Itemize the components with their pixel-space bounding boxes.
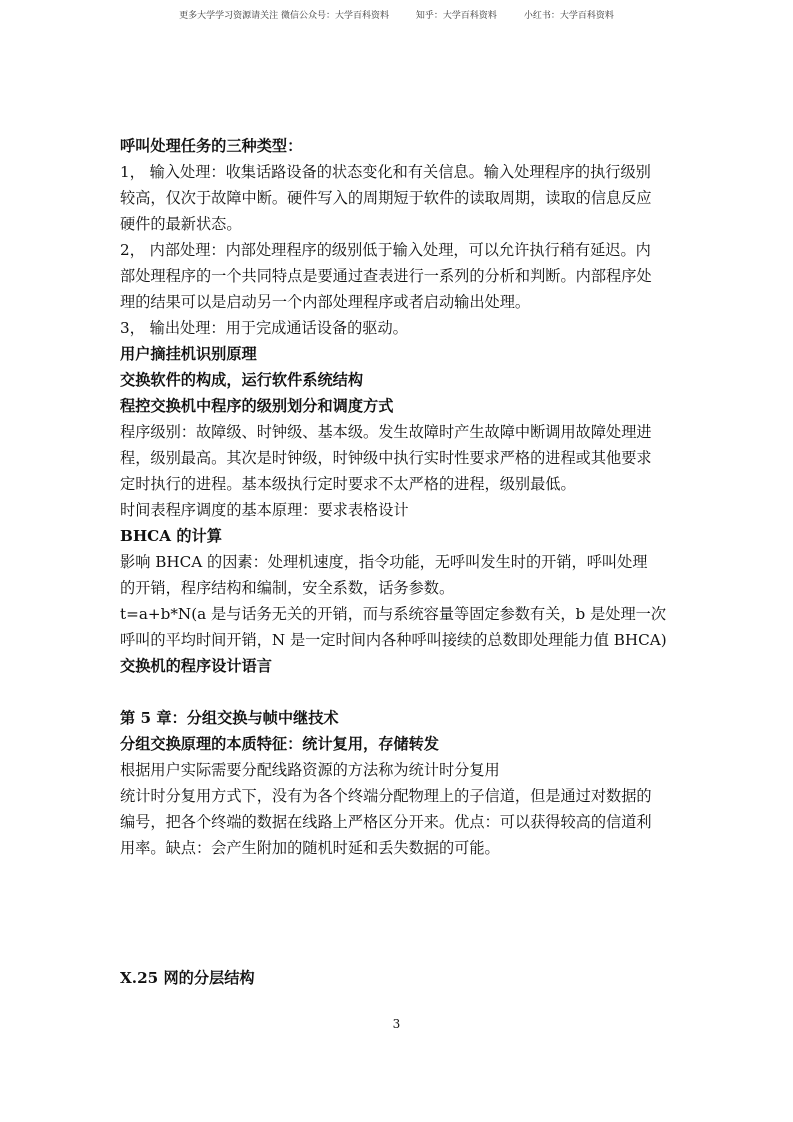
heading-program-levels: 程控交换机中程序的级别划分和调度方式 [120, 397, 394, 415]
text-line: 编号，把各个终端的数据在线路上严格区分开来。优点：可以获得较高的信道利 [120, 813, 652, 831]
heading-x25: X.25 网的分层结构 [120, 969, 255, 987]
text-line: 用率。缺点：会产生附加的随机时延和丢失数据的可能。 [120, 839, 500, 857]
text-line: 影响 BHCA 的因素：处理机速度，指令功能，无呼叫发生时的开销，呼叫处理 [120, 553, 648, 571]
heading-call-processing-types: 呼叫处理任务的三种类型： [120, 137, 303, 155]
text-line: 统计时分复用方式下，没有为各个终端分配物理上的子信道，但是通过对数据的 [120, 787, 652, 805]
heading-chapter-5: 第 5 章：分组交换与帧中继技术 [120, 709, 339, 727]
text-line: 根据用户实际需要分配线路资源的方法称为统计时分复用 [120, 761, 500, 779]
text-line: 较高，仅次于故障中断。硬件写入的周期短于软件的读取周期，读取的信息反应 [120, 189, 652, 207]
text-line: 程，级别最高。其次是时钟级，时钟级中执行实时性要求严格的进程或其他要求 [120, 449, 652, 467]
header-zhihu: 知乎：大学百科资料 [415, 11, 497, 21]
heading-programming-language: 交换机的程序设计语言 [120, 657, 272, 675]
text-line: 部处理程序的一个共同特点是要通过查表进行一系列的分析和判断。内部程序处 [120, 267, 652, 285]
text-line: 程序级别：故障级、时钟级、基本级。发生故障时产生故障中断调用故障处理进 [120, 423, 652, 441]
header-wechat: 更多大学学习资源请关注 微信公众号：大学百科资料 [179, 11, 390, 21]
text-line: 定时执行的进程。基本级执行定时要求不太严格的进程，级别最低。 [120, 475, 576, 493]
header-xiaohongshu: 小红书：大学百科资料 [523, 11, 614, 21]
heading-hook-detection: 用户摘挂机识别原理 [120, 345, 257, 363]
heading-software-structure: 交换软件的构成，运行软件系统结构 [120, 371, 363, 389]
text-line: 2， 内部处理：内部处理程序的级别低于输入处理，可以允许执行稍有延迟。内 [120, 241, 651, 259]
page-header [0, 8, 793, 21]
heading-packet-switching: 分组交换原理的本质特征：统计复用，存储转发 [120, 735, 439, 753]
heading-bhca: BHCA 的计算 [120, 527, 222, 545]
page-number: 3 [392, 1017, 401, 1031]
text-line: 理的结果可以是启动另一个内部处理程序或者启动输出处理。 [120, 293, 531, 311]
text-line: t=a+b*N(a 是与话务无关的开销，而与系统容量等固定参数有关，b 是处理一次 [120, 605, 667, 623]
text-line: 硬件的最新状态。 [120, 215, 242, 233]
text-line: 的开销，程序结构和编制，安全系数，话务参数。 [120, 579, 455, 597]
text-line: 3， 输出处理：用于完成通话设备的驱动。 [120, 319, 408, 337]
text-line: 1， 输入处理：收集话路设备的状态变化和有关信息。输入处理程序的执行级别 [120, 163, 651, 181]
text-line: 时间表程序调度的基本原理：要求表格设计 [120, 501, 409, 519]
text-line: 呼叫的平均时间开销，N 是一定时间内各种呼叫接续的总数即处理能力值 BHCA) [120, 631, 667, 649]
